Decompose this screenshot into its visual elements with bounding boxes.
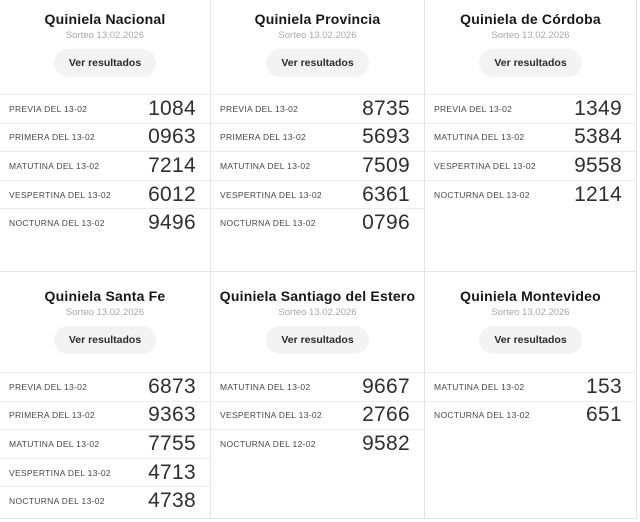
result-row <box>211 180 424 209</box>
draw-label: MATUTINA DEL 13-02 <box>220 381 311 392</box>
card-quiniela-santiago-del-estero <box>211 272 425 519</box>
draw-label: VESPERTINA DEL 13-02 <box>434 160 536 171</box>
draw-number: 0963 <box>148 125 196 149</box>
draw-label: PRIMERA DEL 13-02 <box>9 132 96 143</box>
draw-number: 7509 <box>362 153 410 177</box>
ver-resultados-button[interactable]: Ver resultados <box>54 326 156 354</box>
draw-label: NOCTURNA DEL 13-02 <box>9 218 105 229</box>
draw-label: MATUTINA DEL 13-02 <box>434 381 525 392</box>
draw-number: 1084 <box>148 96 196 120</box>
draw-number: 6361 <box>362 182 410 206</box>
result-row <box>211 123 424 152</box>
ver-resultados-button[interactable]: Ver resultados <box>266 49 368 77</box>
result-row <box>0 94 210 123</box>
draw-label: MATUTINA DEL 13-02 <box>434 132 525 143</box>
draw-number: 9496 <box>148 211 196 235</box>
card-quiniela-nacional <box>0 0 211 272</box>
draw-label: MATUTINA DEL 13-02 <box>9 438 100 449</box>
card-title: Quiniela Montevideo <box>460 288 601 304</box>
results-list <box>425 372 636 429</box>
results-list <box>0 372 210 515</box>
draw-number: 5693 <box>362 125 410 149</box>
card-draw-date: Sorteo 13.02.2026 <box>491 307 570 318</box>
draw-number: 153 <box>586 374 622 398</box>
ver-resultados-button[interactable]: Ver resultados <box>479 326 581 354</box>
draw-number: 7755 <box>148 431 196 455</box>
card-draw-date: Sorteo 13.02.2026 <box>491 30 570 41</box>
card-title: Quiniela Nacional <box>44 11 166 27</box>
result-row <box>211 94 424 123</box>
results-list <box>211 372 424 458</box>
draw-label: PRIMERA DEL 13-02 <box>9 410 96 421</box>
card-title: Quiniela Santiago del Estero <box>219 288 416 304</box>
draw-number: 7214 <box>148 153 196 177</box>
draw-label: VESPERTINA DEL 13-02 <box>9 467 111 478</box>
card-draw-date: Sorteo 13.02.2026 <box>278 30 357 41</box>
result-row <box>0 486 210 515</box>
result-row <box>211 151 424 180</box>
draw-label: VESPERTINA DEL 13-02 <box>220 410 322 421</box>
result-row <box>425 372 636 401</box>
draw-number: 1349 <box>574 96 622 120</box>
draw-number: 9363 <box>148 403 196 427</box>
draw-label: PRIMERA DEL 13-02 <box>220 132 307 143</box>
card-draw-date: Sorteo 13.02.2026 <box>65 307 145 318</box>
draw-label: NOCTURNA DEL 13-02 <box>220 218 316 229</box>
draw-label: NOCTURNA DEL 13-02 <box>434 189 530 200</box>
draw-number: 5384 <box>574 125 622 149</box>
draw-label: PREVIA DEL 13-02 <box>9 103 88 114</box>
result-row <box>425 180 636 209</box>
result-row <box>0 429 210 458</box>
card-title: Quiniela de Córdoba <box>460 11 601 27</box>
draw-label: PREVIA DEL 13-02 <box>220 103 299 114</box>
result-row <box>0 458 210 487</box>
card-quiniela-cordoba <box>425 0 637 272</box>
ver-resultados-button[interactable]: Ver resultados <box>54 49 156 77</box>
results-list <box>425 94 636 208</box>
result-row <box>0 180 210 209</box>
draw-label: NOCTURNA DEL 13-02 <box>434 410 530 421</box>
draw-label: VESPERTINA DEL 13-02 <box>9 189 111 200</box>
draw-number: 6873 <box>148 374 196 398</box>
draw-label: PREVIA DEL 13-02 <box>9 381 88 392</box>
draw-label: NOCTURNA DEL 13-02 <box>9 496 105 507</box>
draw-number: 9582 <box>362 431 410 455</box>
result-row <box>425 151 636 180</box>
card-quiniela-montevideo <box>425 272 637 519</box>
result-row <box>211 429 424 458</box>
card-quiniela-provincia <box>211 0 425 272</box>
result-row <box>425 401 636 430</box>
draw-label: MATUTINA DEL 13-02 <box>220 160 311 171</box>
draw-label: PREVIA DEL 13-02 <box>434 103 513 114</box>
result-row <box>0 401 210 430</box>
ver-resultados-button[interactable]: Ver resultados <box>266 326 368 354</box>
result-row <box>0 372 210 401</box>
card-title: Quiniela Santa Fe <box>44 288 166 304</box>
result-row <box>211 401 424 430</box>
draw-number: 9667 <box>362 374 410 398</box>
result-row <box>0 123 210 152</box>
card-draw-date: Sorteo 13.02.2026 <box>65 30 145 41</box>
draw-number: 2766 <box>362 403 410 427</box>
results-list <box>211 94 424 237</box>
card-quiniela-santa-fe <box>0 272 211 519</box>
result-row <box>425 94 636 123</box>
draw-number: 651 <box>586 403 622 427</box>
draw-number: 6012 <box>148 182 196 206</box>
card-draw-date: Sorteo 13.02.2026 <box>278 307 357 318</box>
result-row <box>0 208 210 237</box>
draw-number: 4738 <box>148 489 196 513</box>
draw-label: VESPERTINA DEL 13-02 <box>220 189 322 200</box>
card-title: Quiniela Provincia <box>254 11 381 27</box>
draw-label: NOCTURNA DEL 12-02 <box>220 438 316 449</box>
result-row <box>211 208 424 237</box>
draw-number: 1214 <box>574 182 622 206</box>
draw-label: MATUTINA DEL 13-02 <box>9 160 100 171</box>
results-list <box>0 94 210 237</box>
result-row <box>425 123 636 152</box>
draw-number: 4713 <box>148 460 196 484</box>
result-row <box>0 151 210 180</box>
result-row <box>211 372 424 401</box>
draw-number: 0796 <box>362 211 410 235</box>
draw-number: 9558 <box>574 153 622 177</box>
ver-resultados-button[interactable]: Ver resultados <box>479 49 581 77</box>
draw-number: 8735 <box>362 96 410 120</box>
